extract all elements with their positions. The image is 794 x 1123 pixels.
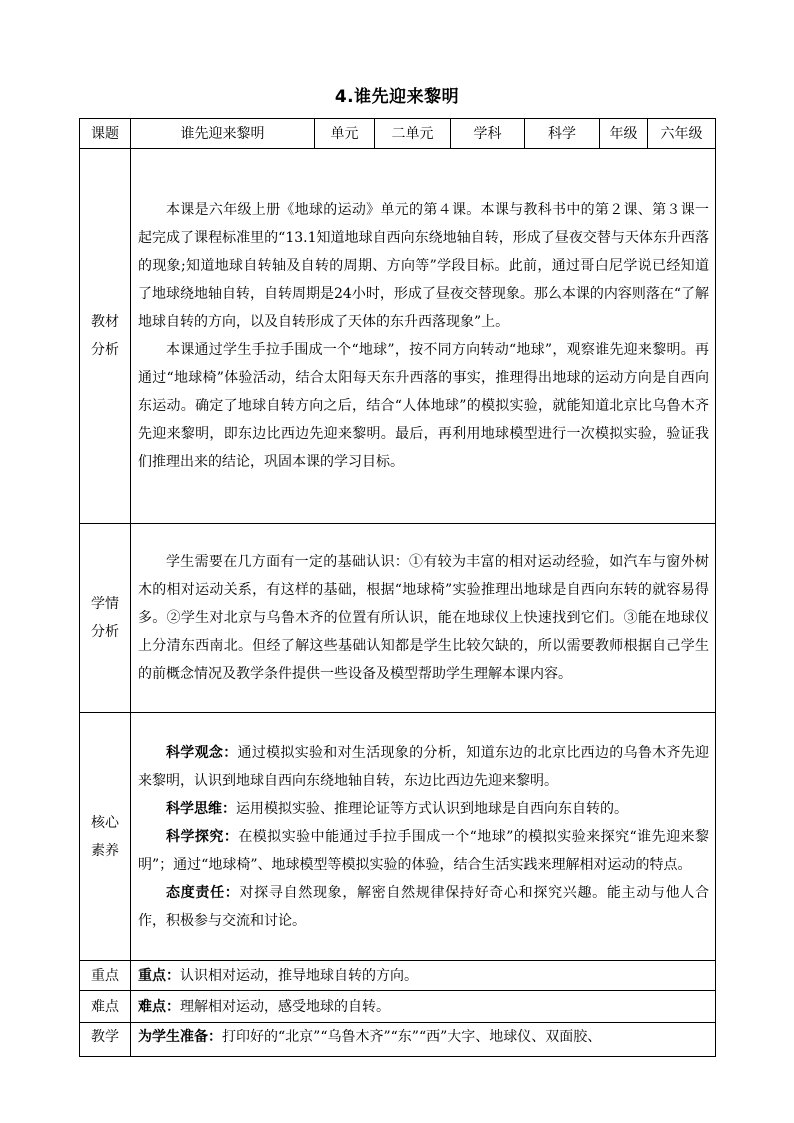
key-point-key: 重点： — [138, 967, 180, 984]
teaching-prep-key: 为学生准备 — [138, 1029, 208, 1045]
science-inquiry-key: 科学探究： — [166, 828, 239, 845]
science-inquiry-text: 在模拟实验中能通过手拉手围成一个“地球”的模拟实验来探究“谁先迎来黎明”；通过“地球椅”、地球模型等模拟实验的体验，结合生活实践来理解相对运动的特点。 — [138, 828, 709, 873]
teaching-prep-row — [80, 1023, 716, 1057]
difficulty-text: 理解相对运动，感受地球的自转。 — [180, 998, 390, 1015]
student-analysis-label: 学情 分析 — [80, 524, 131, 713]
teaching-prep-text: 打印好的“北京”“乌鲁木齐”“东”“西”大字、地球仪、双面胶、 — [222, 1029, 602, 1045]
key-point-content — [131, 961, 716, 991]
student-analysis-content — [131, 524, 716, 713]
science-concept-item: 科学观念：通过模拟实验和对生活现象的分析，知道东边的北京比西边的乌鲁木齐先迎来黎明，认识到地球自西向东绕地轴自转，东边比西边先迎来黎明。 — [138, 744, 710, 789]
subject-label: 学科 — [451, 119, 525, 149]
unit-label: 单元 — [315, 119, 375, 149]
core-literacy-content — [131, 713, 716, 961]
grade-label: 年级 — [600, 119, 648, 149]
teaching-prep-content: 为学生准备：打印好的“北京”“乌鲁木齐”“东”“西”大字、地球仪、双面胶、 — [131, 1023, 716, 1057]
header-row — [80, 119, 716, 149]
attitude-responsibility-text: 对探寻自然现象，解密自然规律保持好奇心和探究兴趣。能主动与他人合作，积极参与交流和讨论。 — [138, 884, 710, 929]
attitude-responsibility-key: 态度责任 — [166, 884, 225, 901]
core-literacy-label: 核心 素养 — [80, 713, 131, 961]
lesson-plan-table — [79, 118, 716, 1057]
difficulty-row — [80, 991, 716, 1023]
textbook-analysis-row — [80, 149, 716, 524]
science-concept-key: 科学观念 — [166, 744, 224, 761]
difficulty-label: 难点 — [80, 991, 131, 1023]
topic-label: 课题 — [80, 119, 131, 149]
textbook-analysis-content — [131, 149, 716, 524]
science-thinking-key: 科学思维： — [166, 800, 236, 817]
textbook-analysis-label: 教材 分析 — [80, 149, 131, 524]
student-analysis-paragraph: 学生需要在几方面有一定的基础认识：①有较为丰富的相对运动经验，如汽车与窗外树木的相对运动关系，有这样的基础，根据“地球椅”实验推理出地球是自西向东转的就容易得多。②学生对北京与乌鲁木齐的位置有所认识，能在地球仪上快速找到它们。③能在地球仪上分清东西南北。但经了解这些基础认知都是学生比较欠缺的，所以需要教师根据自己学生的前概念情况及教学条件提供一些设备及模型帮助学生理解本课内容。 — [138, 554, 709, 682]
grade-value: 六年级 — [648, 119, 716, 149]
attitude-responsibility-item: 态度责任：对探寻自然现象，解密自然规律保持好奇心和探究兴趣。能主动与他人合作，积极参与交流和讨论。 — [138, 884, 710, 929]
key-point-label: 重点 — [80, 961, 131, 991]
topic-value: 谁先迎来黎明 — [131, 119, 315, 149]
key-point-text: 认识相对运动，推导地球自转的方向。 — [180, 967, 418, 984]
document-title: 4.谁先迎来黎明 — [334, 87, 460, 107]
textbook-analysis-paragraph-2: 本课通过学生手拉手围成一个“地球”，按不同方向转动“地球”，观察谁先迎来黎明。再通过“地球椅”体验活动，结合太阳每天东升西落的事实，推理得出地球的运动方向是自西向东运动。确定了地球自转方向之后，结合“人体地球”的模拟实验，就能知道北京比乌鲁木齐先迎来黎明，即东边比西边先迎来黎明。最后，再利用地球模型进行一次模拟实验，验证我们推理出来的结论，巩固本课的学习目标。 — [138, 342, 709, 470]
science-thinking-text: 运用模拟实验、推理论证等方式认识到地球是自西向东自转的。 — [236, 800, 628, 817]
science-concept-text: 通过模拟实验和对生活现象的分析，知道东边的北京比西边的乌鲁木齐先迎来黎明，认识到地球自西向东绕地轴自转，东边比西边先迎来黎明。 — [138, 744, 710, 789]
subject-value: 科学 — [525, 119, 600, 149]
science-inquiry-item — [138, 823, 709, 879]
core-literacy-row — [80, 713, 716, 961]
difficulty-key: 难点： — [138, 998, 180, 1015]
unit-value: 二单元 — [375, 119, 451, 149]
science-thinking-item — [138, 795, 709, 823]
key-point-row — [80, 961, 716, 991]
difficulty-content — [131, 991, 716, 1023]
teaching-prep-label: 教学 — [80, 1023, 131, 1057]
student-analysis-row — [80, 524, 716, 713]
textbook-analysis-paragraph-1: 本课是六年级上册《地球的运动》单元的第４课。本课与教科书中的第２课、第３课一起完成了课程标准里的“13.1知道地球自西向东绕地轴自转，形成了昼夜交替与天体东升西落的现象;知道地球自转轴及自转的周期、方向等”学段目标。此前，通过哥白尼学说已经知道了地球绕地轴自转，自转周期是24小时，形成了昼夜交替现象。那么本课的内容则落在“了解地球自转的方向，以及自转形成了天体的东升西落现象”上。 — [138, 202, 709, 330]
